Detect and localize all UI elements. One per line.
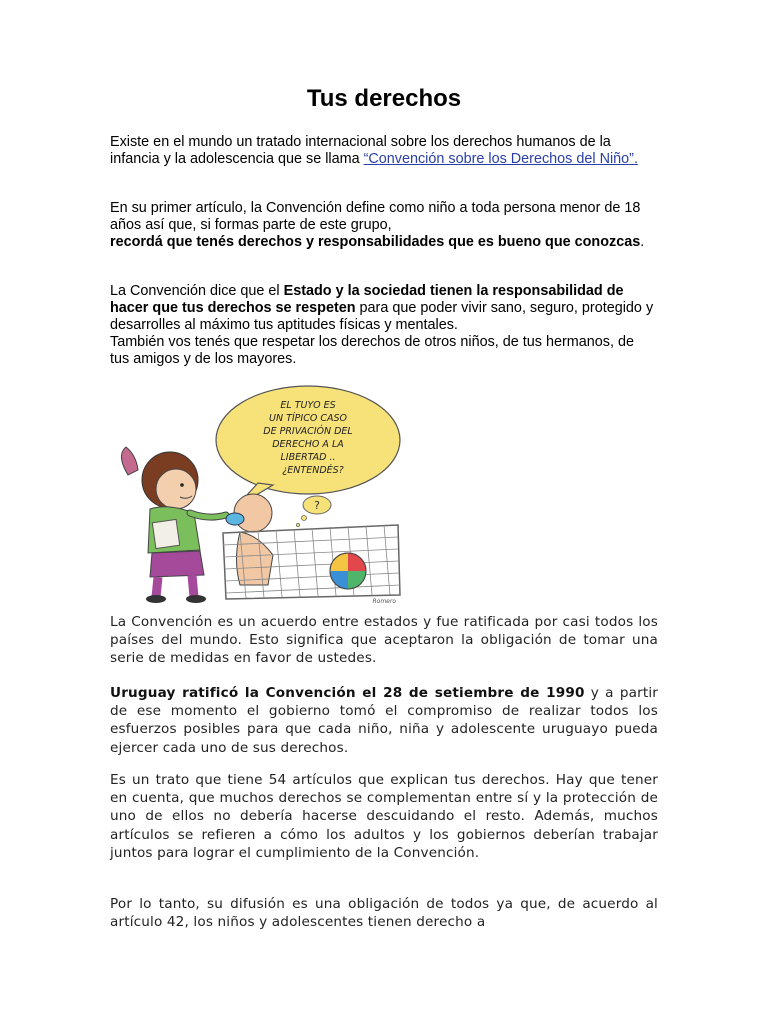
- convention-agreement-paragraph: La Convención es un acuerdo entre estados y fue ratificada por casi todos los países del mundo. Esto significa que aceptaron la obligación de tomar una serie de medidas en favor de ustedes.: [110, 614, 658, 667]
- intro-text: Existe en el mundo un tratado internacional sobre los derechos humanos de la infancia y la adolescencia que se llama: [110, 134, 611, 167]
- definition-paragraph: [110, 200, 655, 251]
- speech-line-2: UN TÍPICO CASO: [269, 413, 347, 424]
- responsibility-bold: Estado y la sociedad tienen la responsabilidad de hacer que tus derechos se respeten: [110, 283, 624, 316]
- page-title: Tus derechos: [306, 85, 462, 112]
- thought-bubble: [296, 496, 331, 527]
- speech-line-3: DE PRIVACIÓN DEL: [263, 426, 353, 437]
- girl-figure: [121, 447, 226, 603]
- responsibility-text-a: La Convención dice que el: [110, 283, 284, 299]
- uruguay-paragraph: [110, 684, 658, 757]
- definition-end: .: [640, 234, 645, 250]
- definition-text: En su primer artículo, la Convención define como niño a toda persona menor de 18 años así que, si formas parte de este grupo,: [110, 200, 641, 233]
- speech-bubble: [216, 386, 400, 507]
- baby-figure: [226, 494, 273, 585]
- speech-line-1: EL TUYO ES: [280, 400, 336, 411]
- intro-paragraph: [110, 134, 655, 168]
- articles-paragraph: Es un trato que tiene 54 artículos que explican tus derechos. Hay que tener en cuenta, que muchos derechos se complementan entre sí y la protección de uno de ellos no debería hacerse descuidando el resto. Además, muchos artículos se refieren a cómo los adultos y los gobiernos deberían trabajar juntos para lograr el cumplimiento de la Convención.: [110, 772, 658, 861]
- diffusion-paragraph: Por lo tanto, su difusión es una obligación de todos ya que, de acuerdo al artículo 42, los niños y adolescentes tienen derecho a: [110, 896, 658, 931]
- speech-line-4: DERECHO A LA: [272, 439, 344, 450]
- cartoon-illustration: [108, 385, 408, 607]
- uruguay-text: y a partir de ese momento el gobierno tomó el compromiso de realizar todos los esfuerzos posibles para que cada niño, niña y adolescente uruguayo pueda ejercer cada uno de sus derechos.: [110, 685, 658, 756]
- uruguay-bold: Uruguay ratificó la Convención el 28 de setiembre de 1990: [110, 685, 585, 701]
- beach-ball: [330, 553, 366, 589]
- thought-mark: ?: [314, 499, 320, 512]
- respect-text: También vos tenés que respetar los derechos de otros niños, de tus hermanos, de tus amigos y de los mayores.: [110, 334, 634, 367]
- speech-line-5: LIBERTAD ..: [280, 452, 336, 463]
- speech-line-6: ¿ENTENDÉS?: [282, 465, 344, 476]
- artist-signature: Romero: [372, 598, 396, 605]
- responsibility-paragraph: [110, 283, 655, 368]
- convention-link[interactable]: “Convención sobre los Derechos del Niño”.: [363, 151, 638, 167]
- definition-bold: recordá que tenés derechos y responsabilidades que es bueno que conozcas: [110, 234, 641, 250]
- responsibility-text-b: para que poder vivir sano, seguro, protegido y desarrolles al máximo tus aptitudes físicas y mentales.: [110, 300, 654, 333]
